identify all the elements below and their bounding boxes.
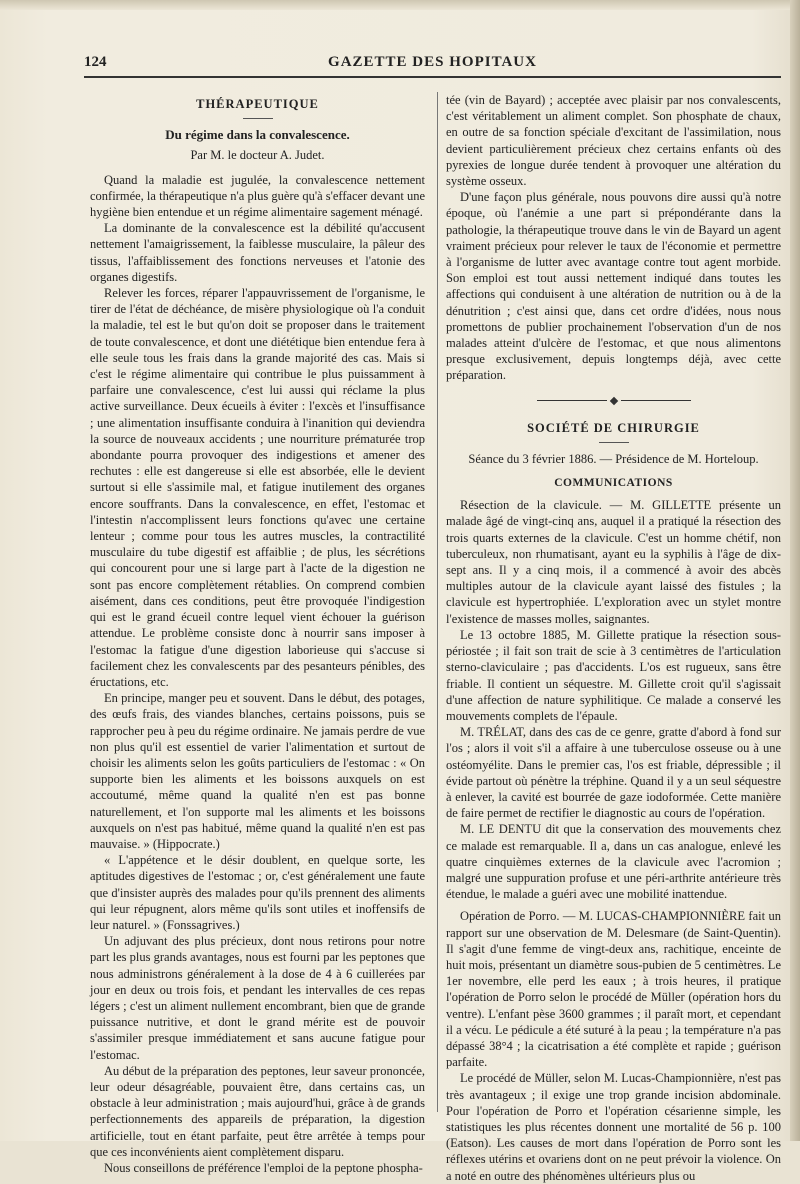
paragraph: Quand la maladie est jugulée, la convalescence nettement confirmée, la thérapeutique n'a plus guère qu'à s'effacer devant une hygiène bien entendue et un régime alimentaire sagement ménagé.	[90, 172, 425, 220]
title-rule	[243, 118, 273, 119]
communications-heading: COMMUNICATIONS	[554, 477, 673, 490]
section-title-societe: SOCIÉTÉ DE CHIRURGIE	[527, 420, 700, 435]
page-top-edge	[0, 0, 800, 10]
paragraph: Nous conseillons de préférence l'emploi de la peptone phospha-	[104, 1161, 423, 1175]
paragraph: M. LE DENTU dit que la conservation des mouvements chez ce malade est remarquable. Il a, dans un cas analogue, enlevé les quatre cinquièmes externes de la clavicule avec l'acromion ; malgré une suppuration profuse et une péri-arthrite antérieure très étendue, le malade a guéri avec une mobilité inattendue.	[446, 822, 781, 902]
paragraph: Un adjuvant des plus précieux, dont nous retirons pour notre part les plus grands avantages, nous est fourni par les peptones que nous administrons généralement à la dose de 4 à 6 cuillerées par jour en deux ou trois fois, et pendant les intervalles de ces repas légers ; c'est un aliment nullement encombrant, bien que de grande puissance nutritive, et dont le grand mérite est de pouvoir s'assimiler presque immédiatement et sans aucune fatigue pour l'estomac.	[90, 934, 425, 1062]
paragraph: La dominante de la convalescence est la débilité qu'accusent nettement l'amaigrissement, la faiblesse musculaire, la pâleur des tissus, l'affaiblissement des fonctions nerveuses et l'atonie des organes digestifs.	[90, 221, 425, 284]
journal-title: GAZETTE DES HOPITAUX	[328, 54, 537, 70]
article-byline: Par M. le docteur A. Judet.	[190, 148, 325, 163]
column-divider	[437, 92, 438, 1112]
paragraph: Le 13 octobre 1885, M. Gillette pratique la résection sous-périostée ; il fait son trait de scie à 3 centimètres de l'articulation sterno-claviculaire ; pas d'accidents. L'os est rugueux, sans être friable. Il contient un séquestre. M. Gillette croit qu'il s'agissait d'une affection de nature syphilitique. Ce malade a conservé les mouvements complets de l'épaule.	[446, 627, 781, 723]
paragraph: tée (vin de Bayard) ; acceptée avec plaisir par nos convalescents, c'est véritablement un aliment complet. Son phosphate de chaux, en outre de sa fonction spéciale d'excitant de l'assimilation, nous devient particulièrement précieux chez certains enfants où des pyrexies de longue durée tendent à provoquer une altération du système osseux.	[446, 93, 781, 189]
paragraph: En principe, manger peu et souvent. Dans le début, des potages, des œufs frais, des viandes blanches, certains poissons, puis se rapprocher peu à peu du régime ordinaire. Ne jamais perdre de vue non plus qu'il est essentiel de varier l'alimentation et surtout de choisir les aliments selon les goûts particuliers de l'estomac : « On supporte bien les aliments et les boissons auxquels on est accoutumé, même quand la qualité n'en est pas bonne naturellement, et l'on supporte mal les aliments et les boissons auxquels on n'est pas habitué, même quand la qualité n'en est pas mauvaise. » (Hippocrate.)	[90, 691, 425, 851]
paragraph: « L'appétence et le désir doublent, en quelque sorte, les aptitudes digestives de l'estomac ; or, c'est généralement une faute que d'insister auprès des malades pour qu'ils prennent des aliments qui leur répugnent, alors même qu'ils sont utiles et inoffensifs de leur naturel. » (Fonssagrives.)	[90, 853, 425, 932]
title-rule	[599, 442, 629, 443]
page-header	[84, 50, 781, 78]
paragraph: M. TRÉLAT, dans des cas de ce genre, gratte d'abord à fond sur l'os ; alors il voit s'il a affaire à une tuberculose osseuse ou à une ostéomyélite. Dans le premier cas, l'os est friable, dépressible ; il évide partout où pénètre la tréphine. Quand il y a un seul séquestre à enlever, la cavité est bourrée de gaze iodoformée. Cette manière de faire permet de rectifier le diagnostic au cours de l'opération.	[446, 725, 781, 821]
paragraph: Opération de Porro. — M. LUCAS-CHAMPIONNIÈRE fait un rapport sur une observation de M. Delesmare (de Saint-Quentin). Il s'agit d'une femme de vingt-deux ans, rachitique, enceinte de huit mois, présentant un diamètre sous-pubien de 5 centimètres. Le 1er novembre, elle perd les eaux ; à trois heures, il pratique l'opération de Porro selon le procédé de Müller (opération hors du ventre). L'enfant pèse 3600 grammes ; il paraît mort, et cependant il a vécu. Le pédicule a été suturé à la peau ; la température n'a pas dépassé 38°4 ; la cicatrisation a été complète et rapide ; guérison parfaite.	[446, 909, 781, 1070]
paragraph: Le procédé de Müller, selon M. Lucas-Championnière, n'est pas très avantageux ; il exige une trop grande incision abdominale. Pour l'opération de Porro et l'opération césarienne simple, les statistiques les plus récentes donnent une mortalité de 56 p. 100 (Eatson). Les causes de mort dans l'opération de Porro sont les réflexes utérins et ovariens dont on ne peut prévoir la violence. On a noté en outre des phénomènes ultérieurs plus ou	[446, 1071, 781, 1183]
section-ornament	[446, 398, 781, 404]
paragraph: D'une façon plus générale, nous pouvons dire aussi qu'à notre époque, où l'anémie a une part si prépondérante dans la pathologie, la thérapeutique trouve dans le vin de Bayard un agent vraiment précieux pour relever le taux de l'économie et permettre à l'organisme de lutter avec avantage contre tout agent morbide. Son emploi est tout aussi nettement indiqué dans toutes les affections qui conduisent à une altération de nutrition ou à de la dénutrition ; c'est ainsi que, dans cet ordre d'idées, nous nous promettons de publier prochainement l'observation d'un de nos malades atteint d'ulcère de l'estomac, et que nous alimentons presque exclusivement, depuis longtemps déjà, avec cette préparation.	[446, 190, 781, 383]
section-title-therapeutique: THÉRAPEUTIQUE	[196, 97, 319, 111]
right-column	[446, 92, 781, 1184]
page-number: 124	[84, 54, 107, 70]
paragraph: Résection de la clavicule. — M. GILLETTE présente un malade âgé de vingt-cinq ans, auquel il a pratiqué la résection des trois quarts externes de la clavicule. C'est un homme chétif, non tuberculeux, non rhumatisant, ayant eu la syphilis à l'âge de dix-sept ans. Il y a cinq mois, il a commencé à avoir des abcès multiples autour de la clavicule ayant laissé des fistules ; la clavicule est hypertrophiée. L'exploration avec un stylet montre l'existence de masses molles, saignantes.	[446, 498, 781, 626]
paragraph: Au début de la préparation des peptones, leur saveur prononcée, leur odeur désagréable, pouvaient être, dans certains cas, un obstacle à leur administration ; mais aujourd'hui, grâce à de grands perfectionnements des appareils de préparation, la digestion artificielle, tout en étant parfaite, peut être arrêtée à temps pour que ces inconvénients aient complètement disparu.	[90, 1063, 425, 1159]
article-title: Du régime dans la convalescence.	[165, 127, 350, 143]
paragraph: Relever les forces, réparer l'appauvrissement de l'organisme, le tirer de l'état de déchéance, de misère physiologique où l'a conduit la maladie, tel est le but qu'on doit se proposer dans le traitement de toute convalescence, et dont une diététique bien entendue fera à elle seule tous les frais dans la grande majorité des cas. Mais si c'est le régime alimentaire qui contribue le plus puissamment à parfaire une convalescence, c'est lui aussi qui réclame la plus active surveillance. Deux écueils à éviter : l'excès et l'insuffisance ; une alimentation insuffisante conduira à l'inanition qui deviendra la source de nouveaux accidents ; une nourriture prématurée trop abondante pourra provoquer des indigestions et amener des rechutes : elle est dangereuse si elle est absorbée, elle le devient surtout si elle s'assimile mal, et fatigue inutilement des organes encore souffrants. Dans la convalescence, en effet, l'estomac et l'intestin n'accomplissent leurs fonctions qu'avec une certaine lenteur ; comme pour tous les autres muscles, la contractilité musculaire du tube digestif est affaiblie ; de plus, les sécrétions qui concourent pour une si large part à l'acte de la digestion ne sont pas encore complètement rétablies. On comprend combien aisément, dans ces conditions, peut être provoquée l'indigestion qui est le grand écueil contre lequel vient échouer la guérison attendue. Le problème consiste donc à nourrir sans imposer à l'estomac la fatigue d'une digestion laborieuse qui s'accuse si facilement chez les convalescents par des pesanteurs pénibles, des éructations, etc.	[90, 286, 425, 689]
session-line: Séance du 3 février 1886. — Présidence de M. Horteloup.	[468, 451, 759, 466]
page-binding-edge	[790, 0, 800, 1141]
left-column	[90, 92, 425, 1176]
